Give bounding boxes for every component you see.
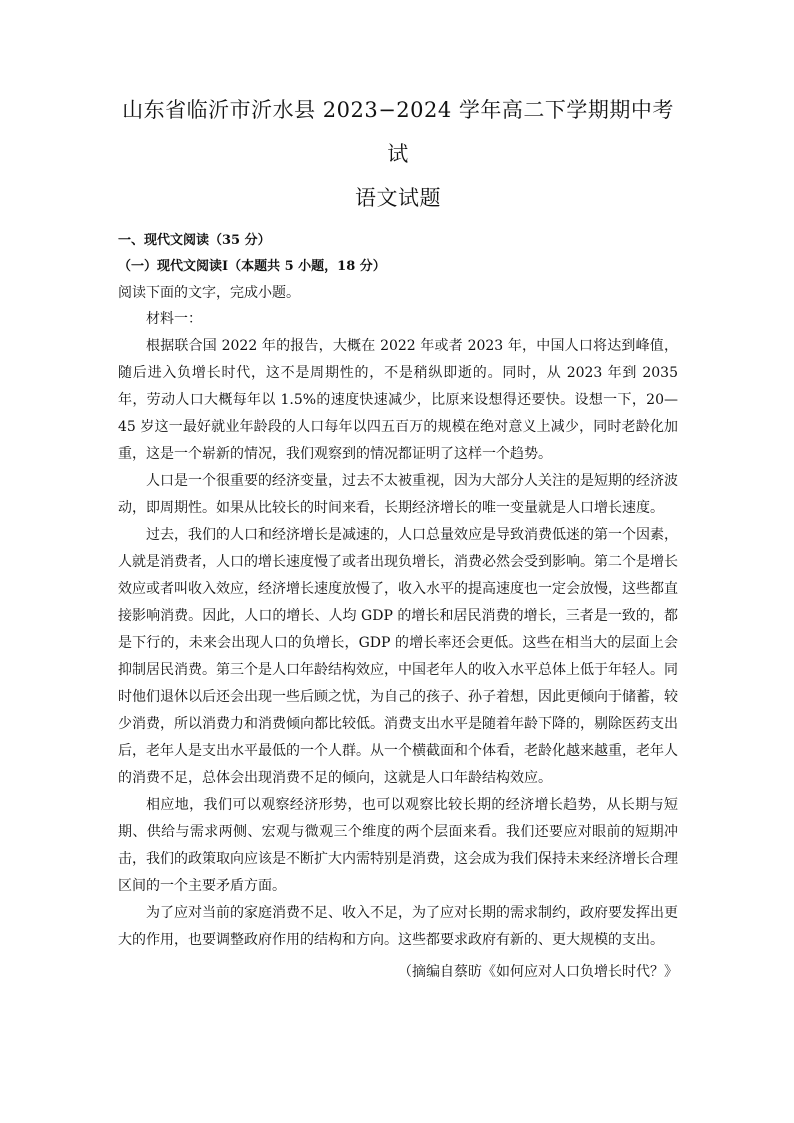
subsection-heading-reading-1: （一）现代文阅读Ⅰ（本题共 5 小题，18 分） [118, 259, 386, 274]
exam-title: 山东省临沂市沂水县 2023−2024 学年高二下学期期中考试 [122, 98, 674, 166]
material-paragraph: 人口是一个很重要的经济变量，过去不太被重视，因为大部分人关注的是短期的经济波动，即周期性。如果从比较长的时间来看，长期经济增长的唯一变量就是人口增长速度。 [118, 473, 678, 516]
material-paragraph: 相应地，我们可以观察经济形势，也可以观察比较长期的经济增长趋势，从长期与短期、供给与需求两侧、宏观与微观三个维度的两个层面来看。我们还要应对眼前的短期冲击，我们的政策取向应该是不断扩大内需特别是消费，这会成为我们保持未来经济增长合理区间的一个主要矛盾方面。 [118, 797, 678, 894]
section-heading-modern-reading: 一、现代文阅读（35 分） [118, 233, 271, 248]
material-paragraph: 为了应对当前的家庭消费不足、收入不足，为了应对长期的需求制约，政府要发挥出更大的作用，也要调整政府作用的结构和方向。这些都要求政府有新的、更大规模的支出。 [118, 905, 678, 948]
material-paragraph: 过去，我们的人口和经济增长是减速的，人口总量效应是导致消费低迷的第一个因素，人就是消费者，人口的增长速度慢了或者出现负增长，消费必然会受到影响。第二个是增长效应或者叫收入效应，经济增长速度放慢了，收入水平的提高速度也一定会放慢，这些都直接影响消费。因此，人口的增长、人均 GDP 的增长和居民消费的增长，三者是一致的，都是下行的，未来会出现人口的负增长，GDP 的增长率还会更低。这些在相当大的层面上会抑制居民消费。第三个是人口年龄结构效应，中国老年人的收入水平总体上低于年轻人。同时他们退休以后还会出现一些后顾之忧，为自己的孩子、孙子着想，因此更倾向于储蓄，较少消费，所以消费力和消费倾向都比较低。消费支出水平是随着年龄下降的，剔除医药支出后，老年人是支出水平最低的一个人群。从一个横截面和个体看，老龄化越来越重，老年人的消费不足，总体会出现消费不足的倾向，这就是人口年龄结构效应。 [118, 527, 678, 786]
exam-subject-title: 语文试题 [355, 186, 441, 210]
material-source: （摘编自蔡昉《如何应对人口负增长时代？》 [398, 964, 678, 980]
material-paragraph: 根据联合国 2022 年的报告，大概在 2022 年或者 2023 年，中国人口将达到峰值，随后进入负增长时代，这不是周期性的，不是稍纵即逝的。同时，从 2023 年到 2035 年，劳动人口大概每年以 1.5%的速度快速减少，比原来设想得还要快。设想一下，20—45 岁这一最好就业年龄段的人口每年以四五百万的规模在绝对意义上减少，同时老龄化加重，这是一个崭新的情况，我们观察到的情况都证明了这样一个趋势。 [118, 338, 678, 462]
reading-instruction: 阅读下面的文字，完成小题。 [118, 285, 300, 301]
exam-page [118, 88, 678, 986]
material-label: 材料一： [146, 311, 202, 327]
